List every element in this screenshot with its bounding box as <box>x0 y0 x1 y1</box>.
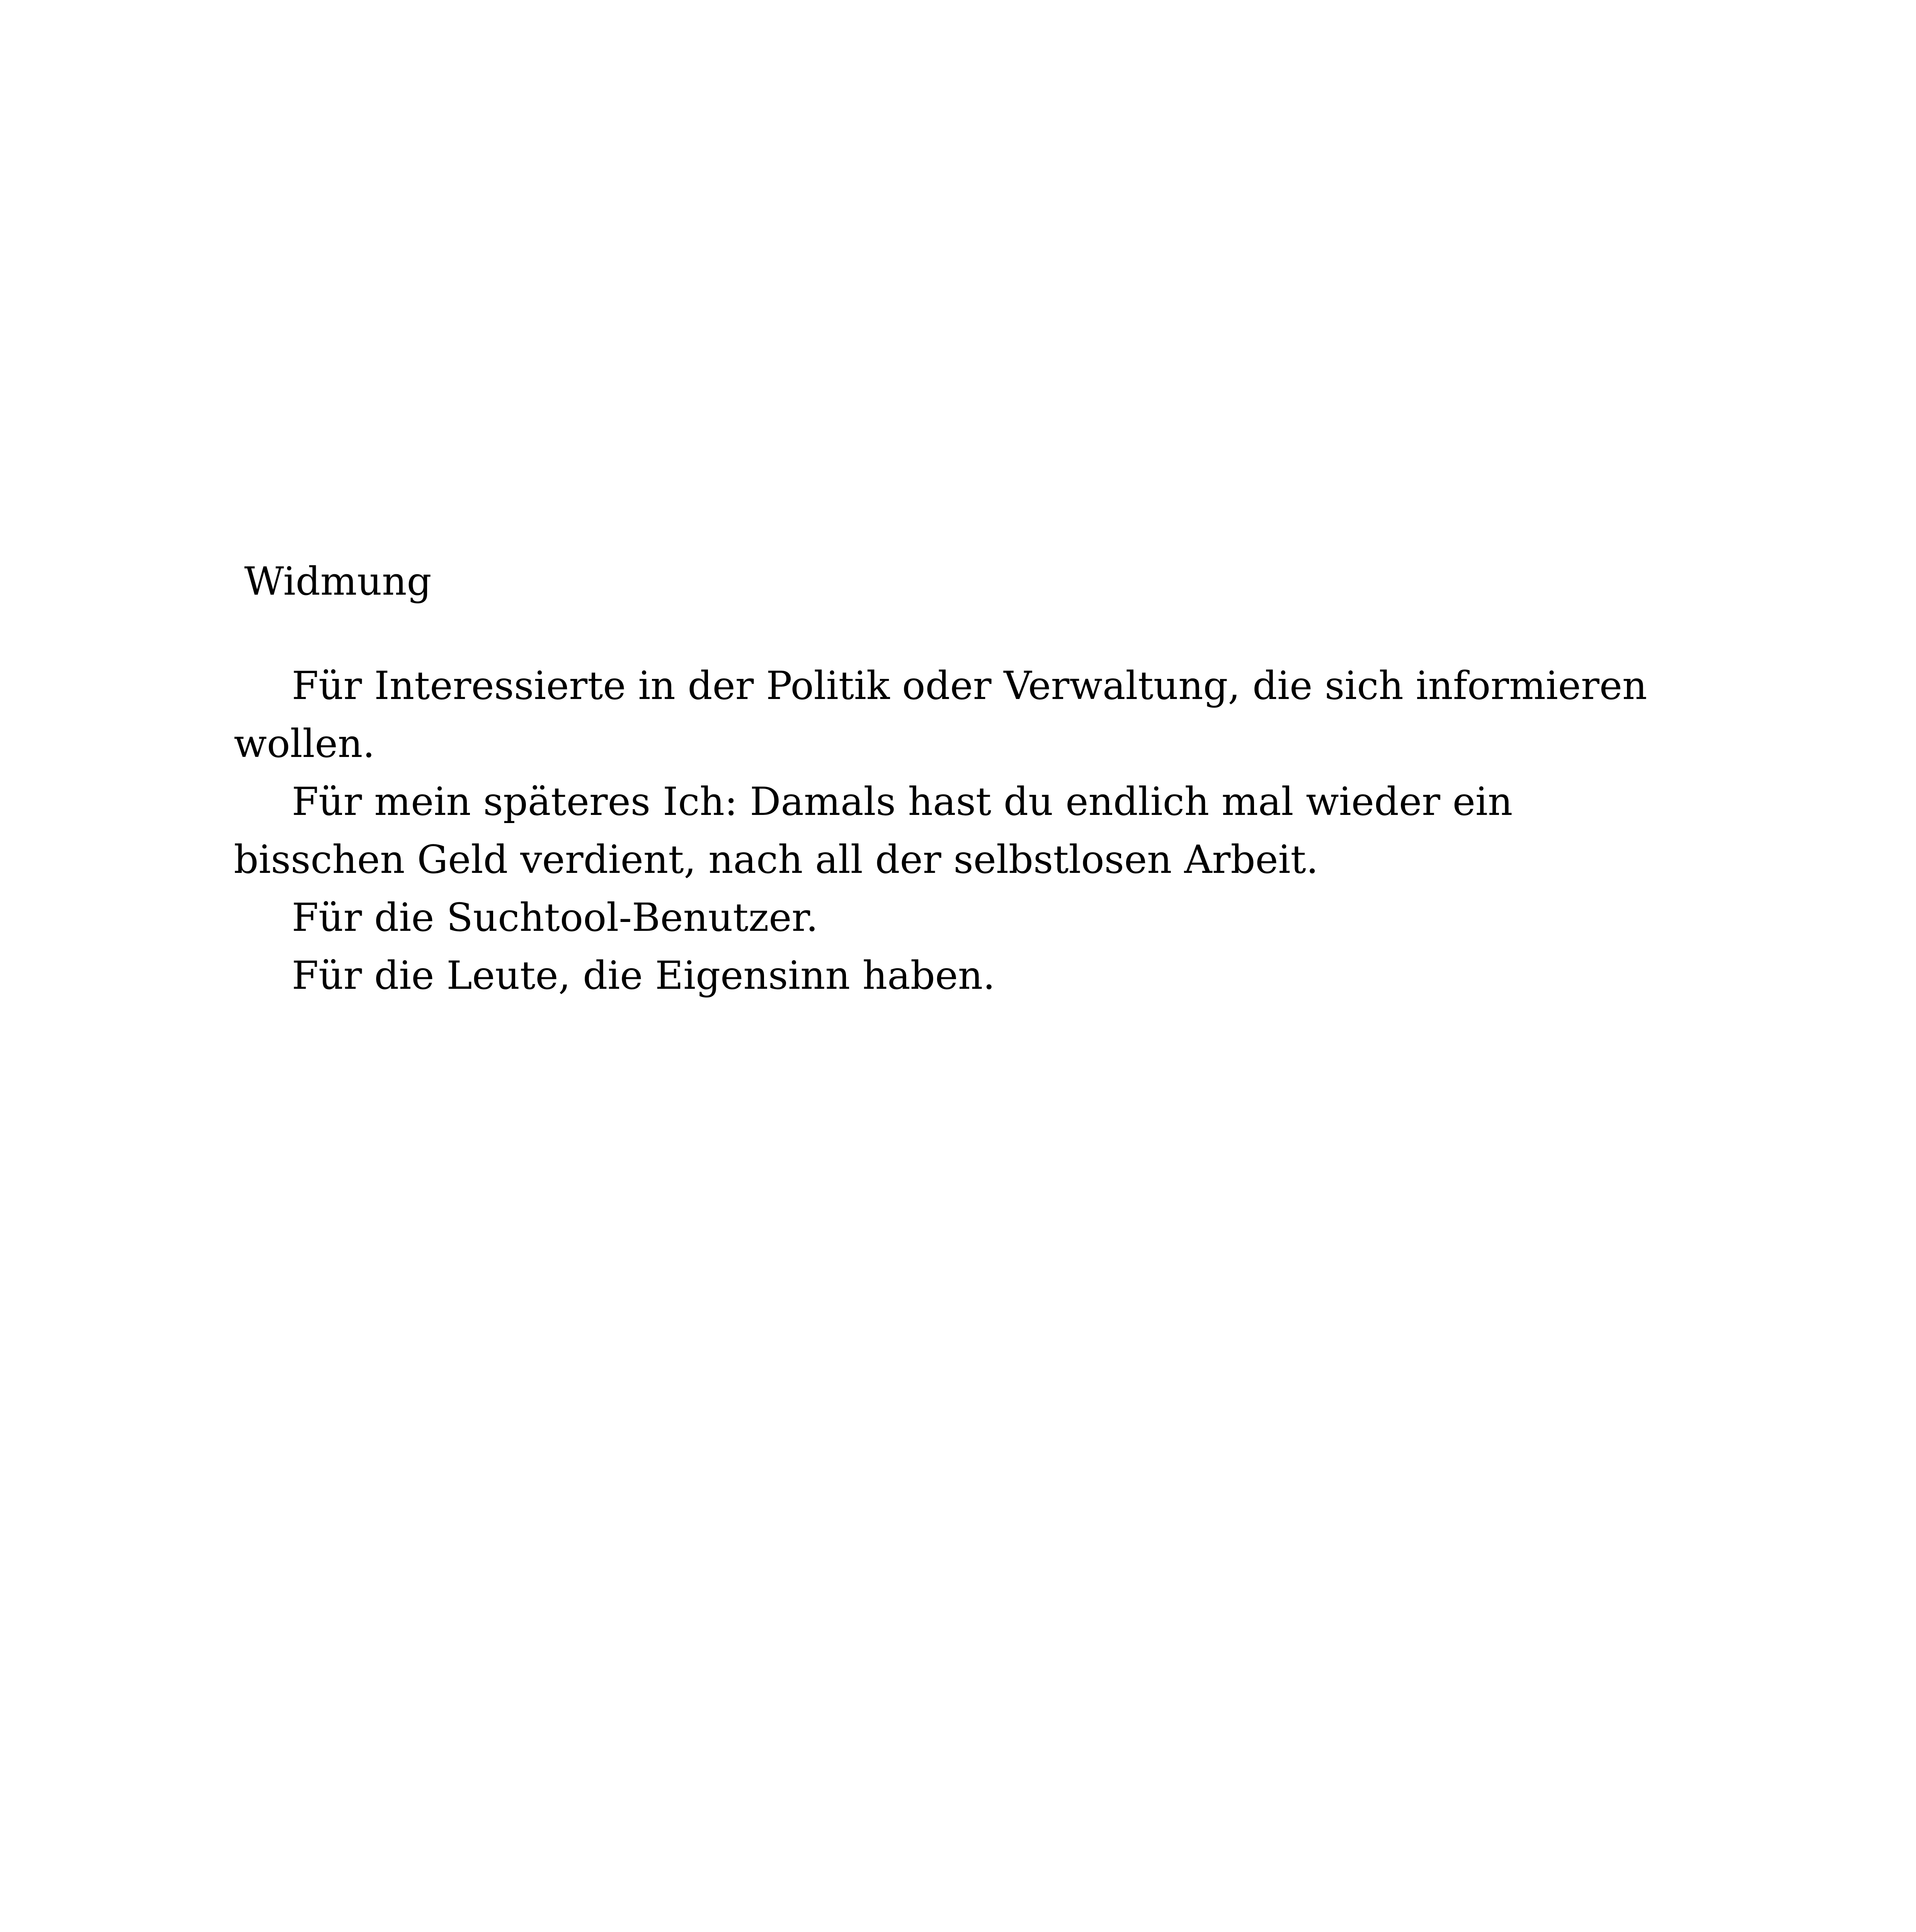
dedication-heading: Widmung <box>244 559 432 604</box>
dedication-body <box>234 657 1695 1005</box>
dedication-paragraph: Für Interessierte in der Politik oder Verwaltung, die sich informieren wollen. <box>234 663 1647 766</box>
dedication-paragraph: Für die Suchtool-Benutzer. <box>292 895 818 940</box>
dedication-paragraph: Für mein späteres Ich: Damals hast du endlich mal wieder ein bisschen Geld verdient, nach all der selbstlosen Arbeit. <box>234 779 1513 882</box>
dedication-paragraph: Für die Leute, die Eigensinn haben. <box>292 953 995 998</box>
